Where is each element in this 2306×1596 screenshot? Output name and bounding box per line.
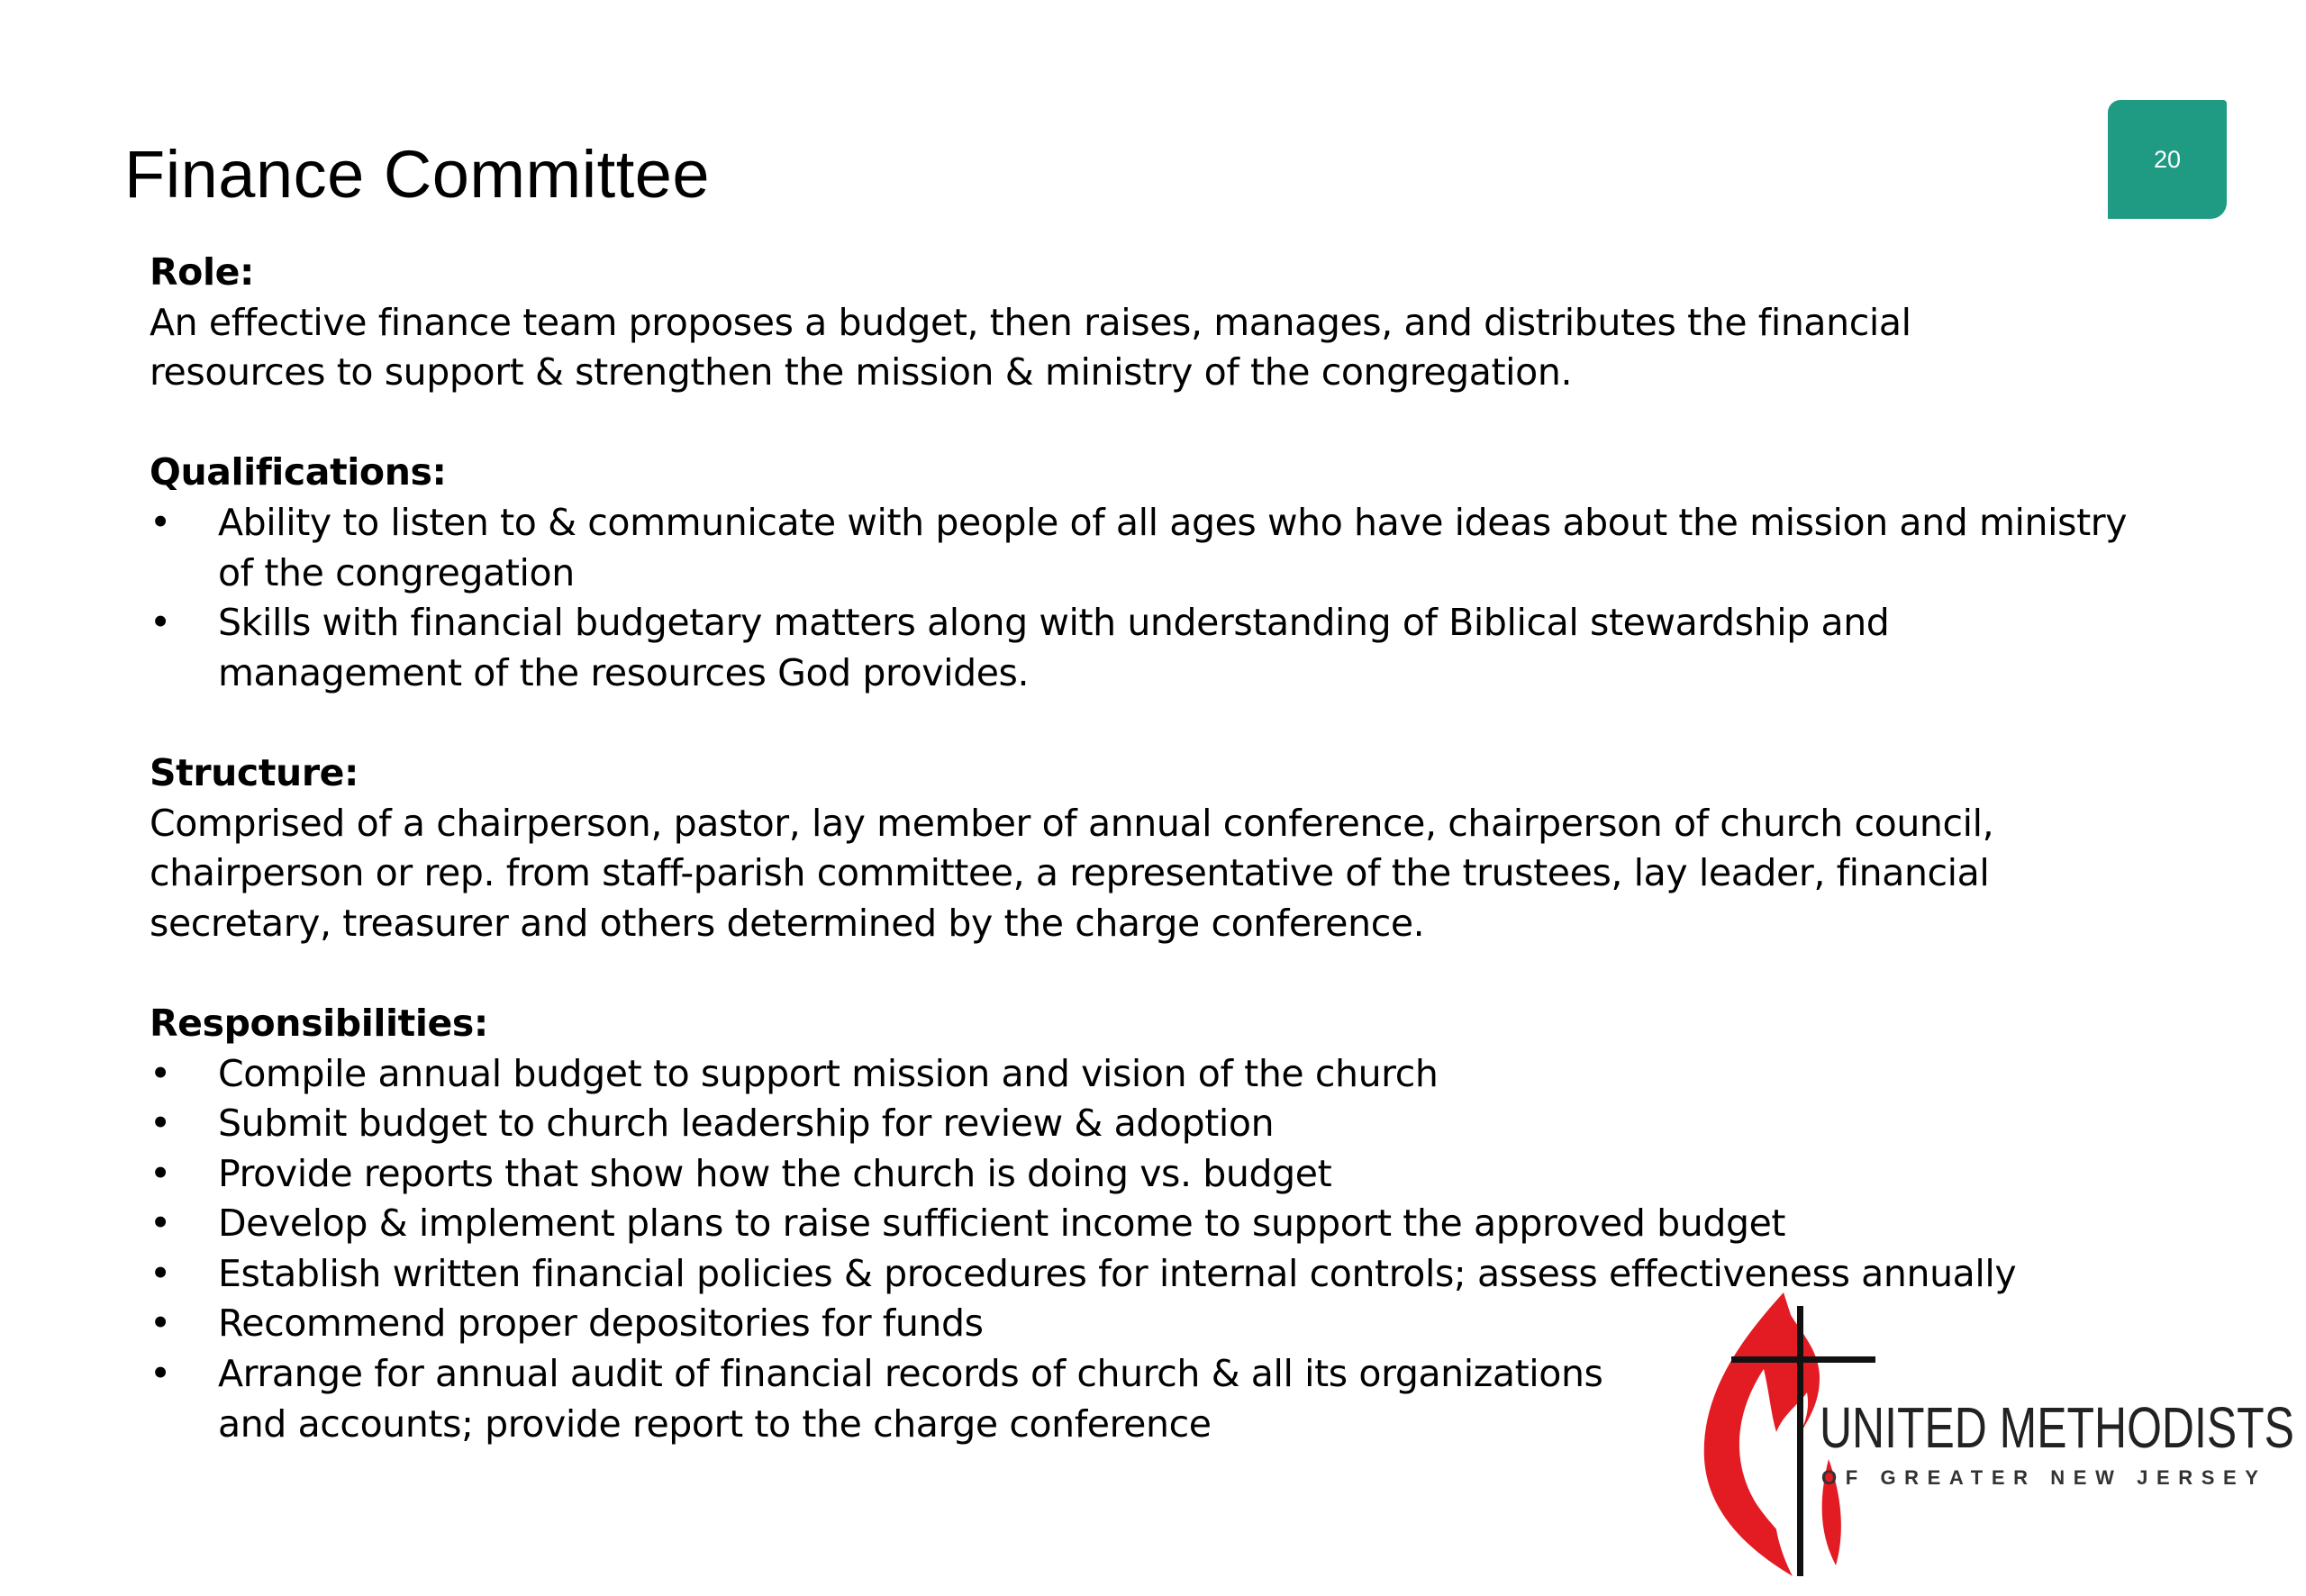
list-item-text: Provide reports that show how the church is doing vs. budget	[218, 1151, 1332, 1195]
role-section	[150, 248, 2131, 398]
bullet-icon: •	[150, 1251, 171, 1295]
bullet-icon: •	[150, 1051, 171, 1095]
page-number: 20	[2153, 145, 2182, 173]
list-item	[150, 598, 2128, 698]
structure-section	[150, 748, 2131, 948]
list-item-text: Establish written financial policies & procedures for internal controls; assess effectiveness annually	[218, 1251, 2017, 1295]
bullet-icon: •	[150, 601, 171, 645]
section-heading: Qualifications:	[150, 450, 447, 494]
list-item-text: Ability to listen to & communicate with people of all ages who have ideas about the mission and ministry of the congregation	[218, 500, 2128, 594]
list-item	[150, 1099, 2131, 1149]
list-item	[150, 498, 2131, 598]
section-heading: Structure:	[150, 750, 359, 794]
qualifications-list	[150, 498, 2131, 698]
bullet-icon: •	[150, 1352, 171, 1396]
list-item	[150, 1049, 2131, 1100]
list-item-text: Submit budget to church leadership for review & adoption	[218, 1102, 1275, 1146]
bullet-icon: •	[150, 500, 171, 544]
list-item	[150, 1349, 1677, 1449]
bullet-icon: •	[150, 1301, 171, 1346]
bullet-icon: •	[150, 1202, 171, 1246]
slide-title: Finance Committee	[124, 137, 711, 212]
logo-name: UNITED METHODISTS	[1820, 1395, 2294, 1460]
list-item-text: Arrange for annual audit of financial records of church & all its organizations and accounts; provide report to the charge conference	[218, 1352, 1603, 1446]
section-heading: Role:	[150, 250, 254, 294]
list-item	[150, 1149, 2131, 1200]
list-item-text: Compile annual budget to support mission and vision of the church	[218, 1051, 1439, 1095]
bullet-icon: •	[150, 1102, 171, 1146]
cross-vertical-bar	[1797, 1306, 1803, 1576]
role-text: An effective finance team proposes a budget, then raises, manages, and distributes the financial resources to support & strengthen the mission & ministry of the congregation.	[150, 300, 1911, 394]
logo-subtitle: OF GREATER NEW JERSEY	[1821, 1466, 2267, 1489]
list-item-text: Recommend proper depositories for funds	[218, 1301, 984, 1346]
cross-horizontal-bar	[1731, 1356, 1875, 1363]
bullet-icon: •	[150, 1151, 171, 1195]
list-item-text: Develop & implement plans to raise sufficient income to support the approved budget	[218, 1202, 1786, 1246]
list-item	[150, 1199, 2131, 1249]
list-item-text: Skills with financial budgetary matters along with understanding of Biblical stewardship and management of the resources God provides.	[218, 601, 1890, 694]
structure-text: Comprised of a chairperson, pastor, lay member of annual conference, chairperson of church council, chairperson or rep. from staff-parish committee, a representative of the trustees, lay leader, financial secretary, treasurer and others determined by the charge conference.	[150, 801, 1994, 945]
qualifications-section	[150, 448, 2131, 698]
section-heading: Responsibilities:	[150, 1001, 488, 1045]
page-number-badge	[2108, 100, 2227, 219]
